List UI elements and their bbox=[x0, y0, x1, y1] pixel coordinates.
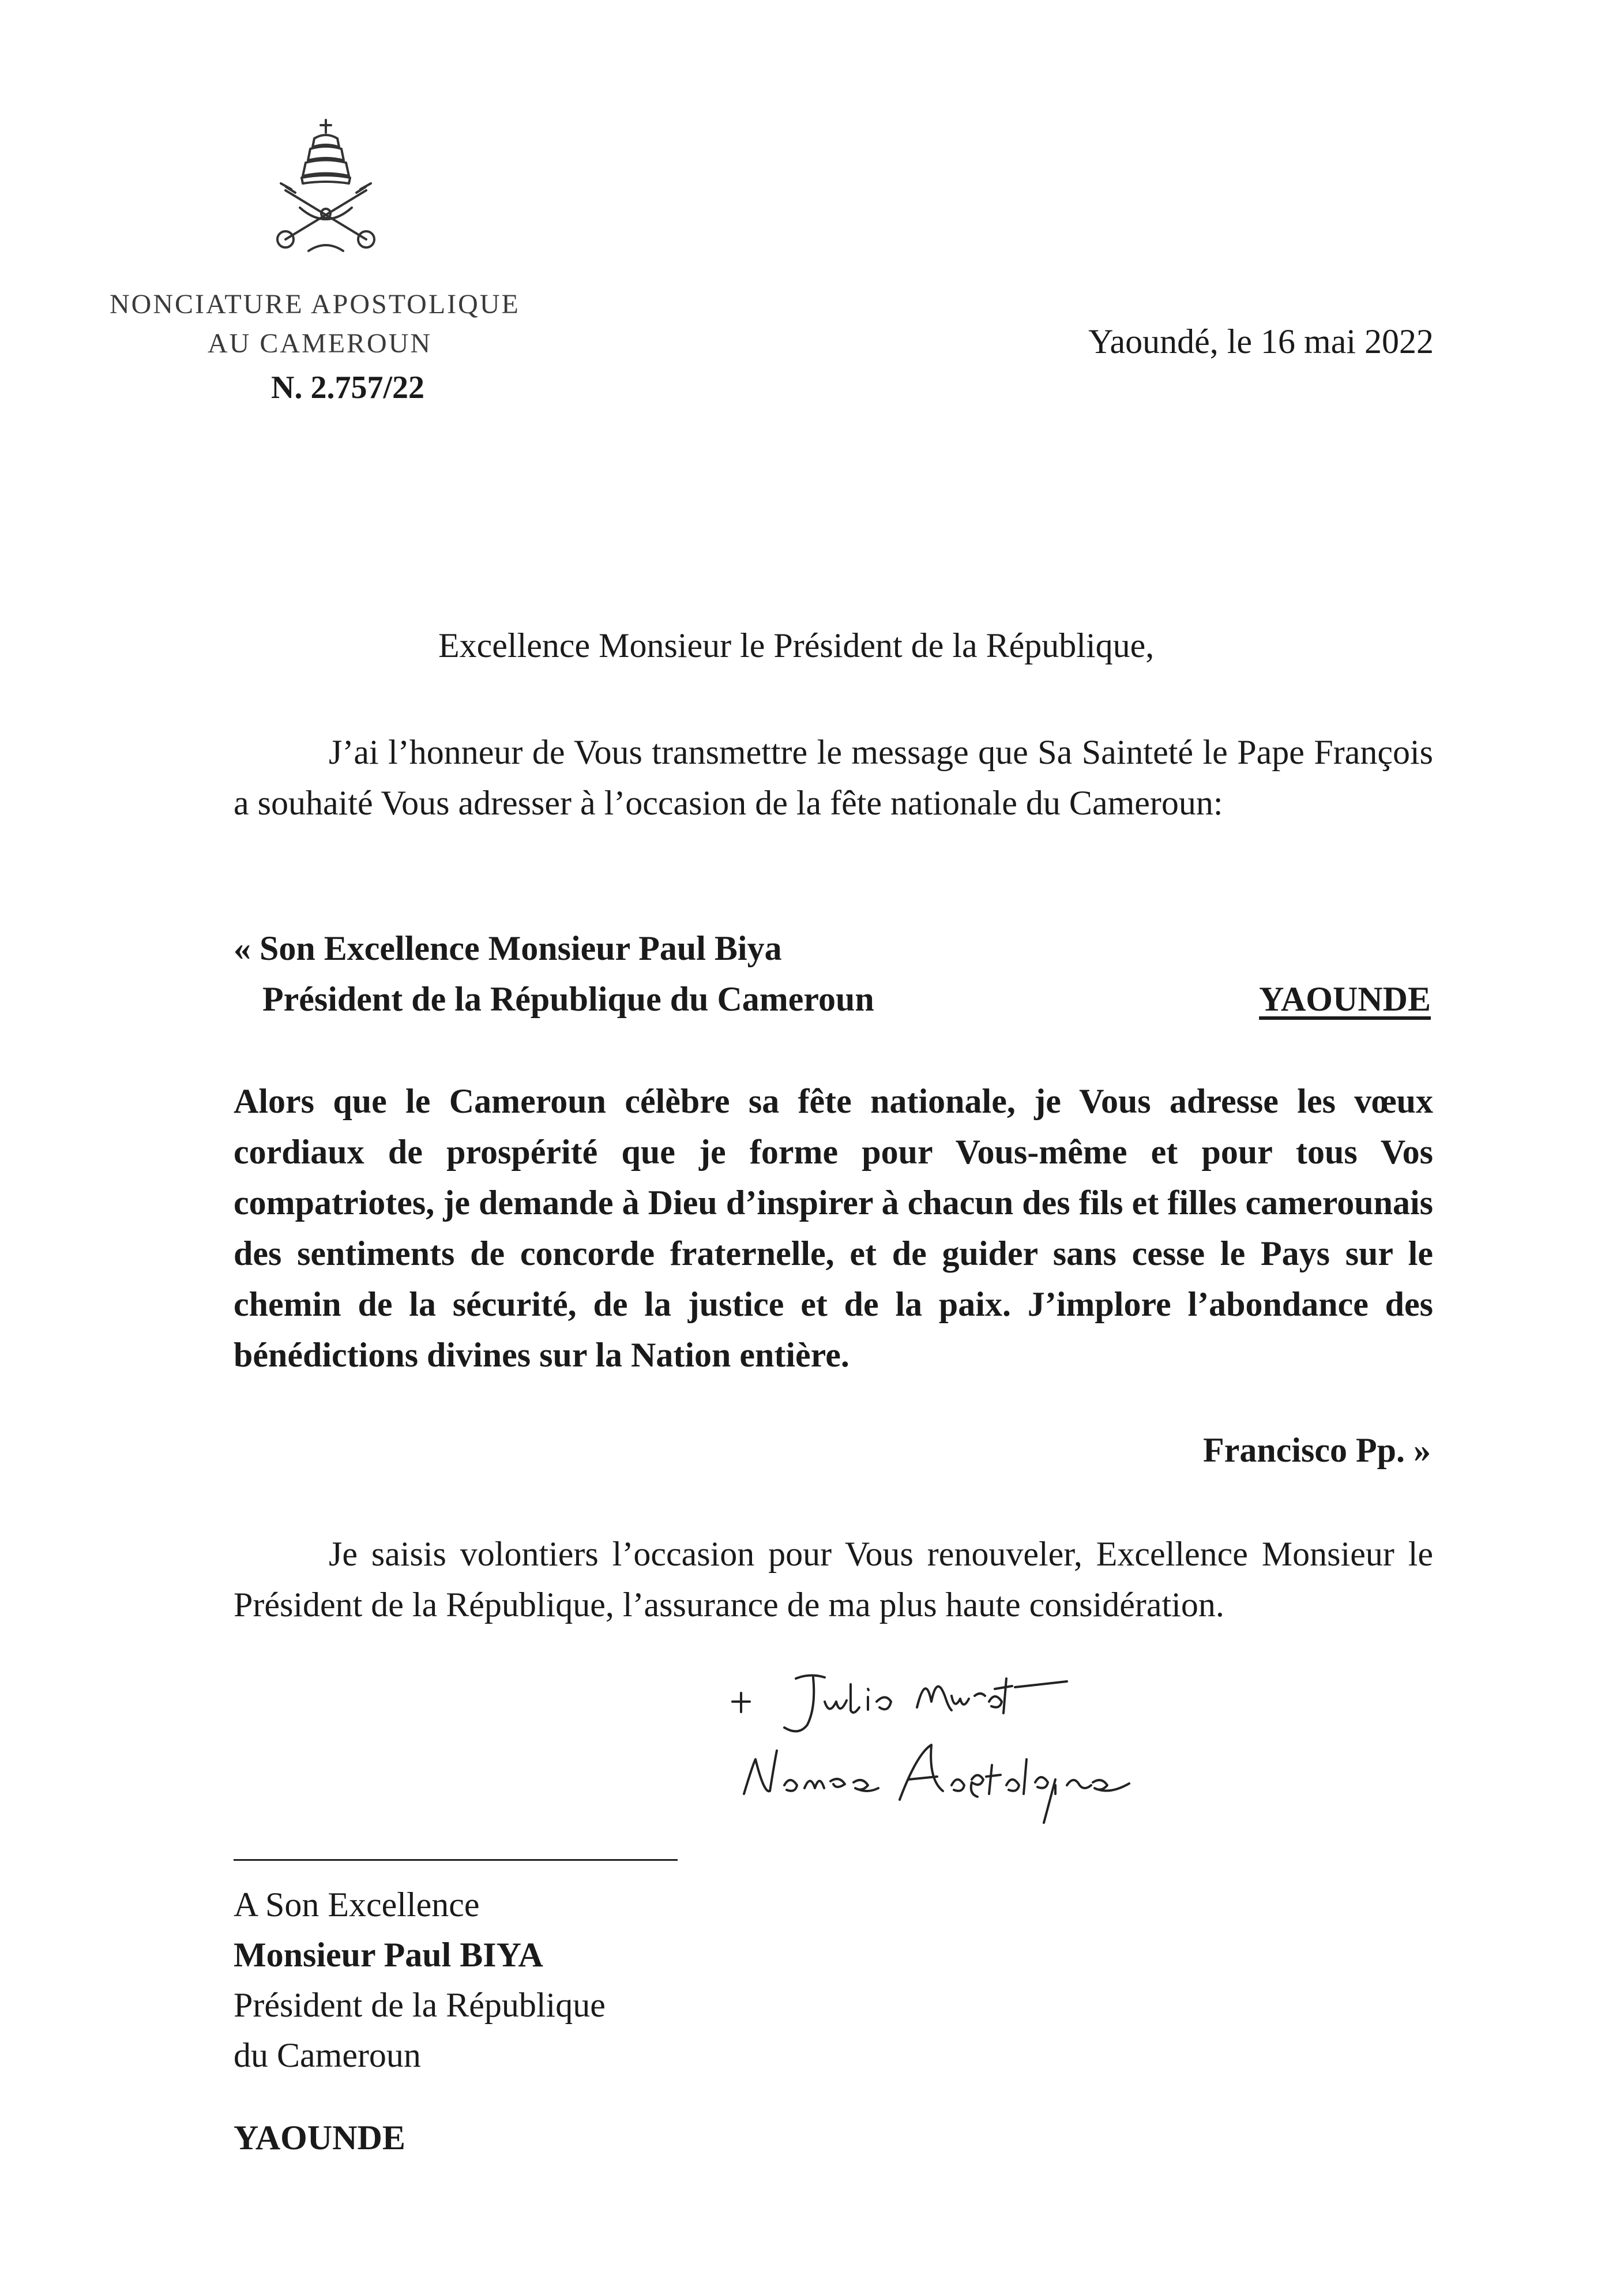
recipient-name: Monsieur Paul BIYA bbox=[234, 1936, 543, 1974]
papal-emblem-icon bbox=[260, 115, 392, 260]
quote-addressee-line-1: « Son Excellence Monsieur Paul Biya bbox=[234, 929, 782, 967]
quote-city: YAOUNDE bbox=[1259, 980, 1431, 1018]
recipient-city: YAOUNDE bbox=[234, 2119, 405, 2157]
closing-paragraph: Je saisis volontiers l’occasion pour Vous renouveler, Excellence Monsieur le Président de la République, l’assurance de ma plus haute considération. bbox=[234, 1535, 1433, 1624]
recipient-country: du Cameroun bbox=[234, 2036, 421, 2074]
intro-paragraph: J’ai l’honneur de Vous transmettre le message que Sa Sainteté le Pape François a souhaité Vous adresser à l’occasion de la fête nationale du Cameroun: bbox=[234, 733, 1433, 822]
letterhead-line-2: AU CAMEROUN bbox=[208, 328, 433, 359]
papal-message: Alors que le Cameroun célèbre sa fête nationale, je Vous adresse les vœux cordiaux de prospérité que je forme pour Vous-même et pour tous Vos compatriotes, je demande à Dieu d’inspirer à chacun des fils et filles camerounais des sentiments de concorde fraternelle, et de guider sans cesse le Pays sur le chemin de la sécurité, de la justice et de la paix. J’implore l’abondance des bénédictions divines sur la Nation entière. bbox=[234, 1082, 1433, 1374]
reference-number: N. 2.757/22 bbox=[271, 370, 424, 406]
papal-signature: Francisco Pp. » bbox=[1203, 1431, 1431, 1469]
letterhead-line-1: NONCIATURE APOSTOLIQUE bbox=[110, 289, 520, 320]
salutation: Excellence Monsieur le Président de la République, bbox=[438, 626, 1155, 664]
recipient-line-1: A Son Excellence bbox=[234, 1886, 480, 1924]
quote-addressee-line-2: Président de la République du Cameroun bbox=[262, 980, 874, 1018]
letter-date: Yaoundé, le 16 mai 2022 bbox=[1088, 322, 1434, 361]
recipient-title: Président de la République bbox=[234, 1986, 606, 2024]
divider bbox=[234, 1859, 678, 1861]
handwritten-signature bbox=[709, 1661, 1228, 1829]
